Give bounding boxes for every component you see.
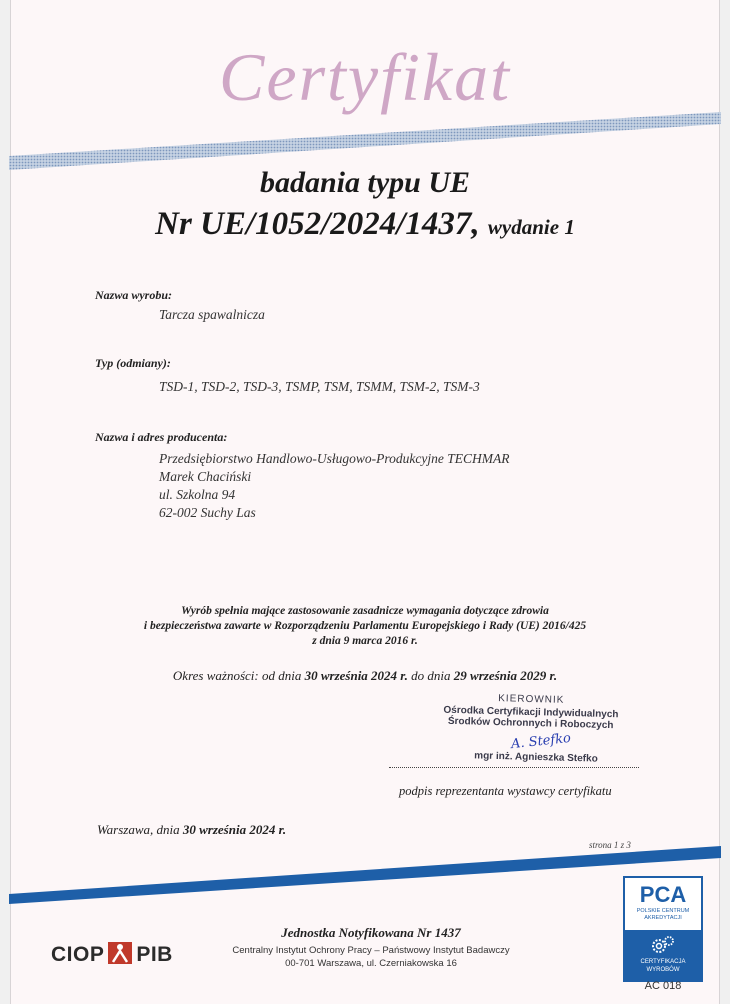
signature-label: podpis reprezentanta wystawcy certyfikatu — [399, 784, 612, 798]
place-and-date — [97, 822, 286, 838]
handwritten-signature: A. Stefko — [510, 730, 572, 753]
manufacturer-line: Marek Chaciński — [159, 469, 252, 484]
logo-text-left: CIOP — [51, 943, 105, 966]
pca-name-line: AKREDYTACJI — [644, 915, 682, 921]
pca-blue-panel — [625, 930, 701, 980]
validity-to: 29 września 2029 r. — [453, 668, 558, 683]
ciop-emblem-icon — [108, 942, 132, 964]
pca-accreditation-logo — [623, 876, 703, 982]
compliance-statement — [11, 604, 719, 649]
statement-line: z dnia 9 marca 2016 r. — [312, 635, 418, 647]
validity-prefix: Okres ważności: od dnia — [172, 668, 305, 683]
validity-from: 30 września 2024 r. — [304, 668, 408, 683]
ciop-pib-logo — [51, 942, 173, 967]
notified-body-title: Jednostka Notyfikowana Nr 1437 — [281, 925, 461, 940]
manufacturer-line: ul. Szkolna 94 — [159, 487, 236, 502]
statement-line: Wyrób spełnia mające zastosowanie zasadnicze wymagania dotyczące zdrowia — [181, 605, 549, 617]
manufacturer-label: Nazwa i adres producenta: — [95, 430, 228, 444]
official-stamp — [431, 691, 632, 731]
manufacturer-address — [159, 450, 509, 522]
pca-cert-label — [625, 958, 701, 974]
place-prefix: Warszawa, dnia — [97, 822, 183, 837]
product-name-value: Tarcza spawalnicza — [159, 307, 265, 322]
certificate-edition: wydanie 1 — [487, 215, 575, 239]
institute-address: 00-701 Warszawa, ul. Czerniakowska 16 — [285, 958, 457, 969]
signatory-name: mgr inż. Agnieszka Stefko — [474, 750, 598, 765]
signature-line — [389, 767, 639, 768]
stamp-line: Środków Ochronnych i Roboczych — [447, 715, 614, 732]
bottom-decorative-band — [9, 840, 721, 910]
logo-text-right: PIB — [136, 943, 173, 966]
certificate-number — [11, 206, 719, 243]
institute-name: Centralny Instytut Ochrony Pracy – Państwowy Instytut Badawczy — [232, 945, 510, 956]
type-label: Typ (odmiany): — [95, 356, 171, 370]
stamp-line: Ośrodka Certyfikacji Indywidualnych — [443, 704, 619, 721]
validity-period — [11, 668, 719, 684]
page-number: strona 1 z 3 — [589, 840, 631, 850]
pca-logo-text: PCA — [639, 882, 687, 907]
stamp-line: KIEROWNIK — [498, 693, 565, 706]
manufacturer-line: Przedsiębiorstwo Handlowo-Usługowo-Produkcyjne TECHMAR — [159, 451, 510, 466]
manufacturer-line: 62-002 Suchy Las — [159, 505, 256, 520]
validity-middle: do dnia — [407, 668, 454, 683]
certificate-number-text: Nr UE/1052/2024/1437, — [155, 206, 480, 242]
certificate-title-word: Certyfikat — [219, 39, 511, 115]
product-name-label: Nazwa wyrobu: — [95, 288, 173, 302]
pca-name-line: POLSKIE CENTRUM — [636, 908, 690, 914]
issue-date: 30 września 2024 r. — [182, 822, 287, 837]
pca-cert-line: WYROBÓW — [646, 967, 680, 973]
pca-accreditation-code: AC 018 — [644, 980, 682, 992]
certificate-heading: badania typu UE — [259, 166, 471, 199]
pca-org-name — [625, 908, 701, 922]
type-value: TSD-1, TSD-2, TSD-3, TSMP, TSM, TSMM, TSM-2, TSM-3 — [159, 379, 480, 394]
pca-cert-line: CERTYFIKACJA — [640, 959, 686, 965]
certificate-page — [10, 0, 720, 1004]
gear-icon — [650, 934, 676, 956]
statement-line: i bezpieczeństwa zawarte w Rozporządzeniu Parlamentu Europejskiego i Rady (UE) 2016/425 — [143, 620, 587, 632]
